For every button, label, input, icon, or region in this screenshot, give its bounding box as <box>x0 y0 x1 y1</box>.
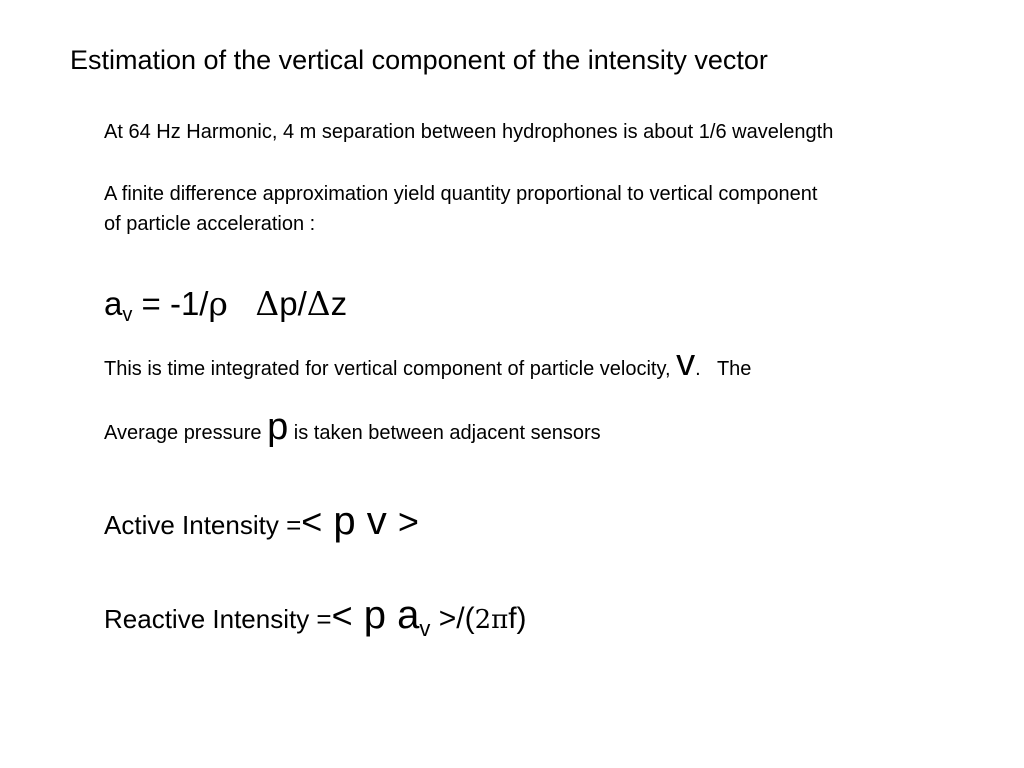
eq-space <box>228 285 256 322</box>
active-expr: p v <box>322 499 398 543</box>
active-lt: < <box>301 501 323 542</box>
eq-z: z <box>330 285 348 322</box>
paragraph-velocity <box>104 344 751 388</box>
reactive-lt: < <box>331 595 353 636</box>
pressure-text: Average pressure <box>104 422 268 444</box>
acceleration-equation <box>104 282 347 326</box>
paragraph-harmonic: At 64 Hz Harmonic, 4 m separation between hydrophones is about 1/6 wavelength <box>104 121 834 143</box>
paragraph-finite-difference-line1: A finite difference approximation yield quantity proportional to vertical component <box>104 183 818 205</box>
reactive-two: 2 <box>474 605 492 635</box>
active-label: Active Intensity = <box>104 510 302 540</box>
paragraph-pressure <box>104 408 601 452</box>
active-intensity-equation <box>104 496 419 550</box>
eq-p: p/ <box>279 285 307 322</box>
pressure-symbol: p <box>267 406 289 448</box>
active-gt: > <box>397 501 419 542</box>
reactive-tail-close: f) <box>508 602 527 635</box>
velocity-tail: . The <box>695 358 752 380</box>
velocity-text: This is time integrated for vertical component of particle velocity, <box>104 358 677 380</box>
reactive-tail-open: >/( <box>430 602 475 635</box>
reactive-subscript: v <box>419 616 431 641</box>
reactive-label: Reactive Intensity = <box>104 604 332 634</box>
delta-symbol-1: Δ <box>255 284 280 323</box>
eq-lhs: a <box>104 285 123 322</box>
reactive-intensity-equation <box>104 588 527 647</box>
eq-lhs-subscript: v <box>122 304 133 326</box>
pressure-tail: is taken between adjacent sensors <box>288 422 601 444</box>
rho-symbol: ρ <box>208 284 228 323</box>
delta-symbol-2: Δ <box>306 284 331 323</box>
paragraph-finite-difference-line2: of particle acceleration : <box>104 213 316 235</box>
velocity-symbol: v <box>676 342 696 384</box>
slide-title: Estimation of the vertical component of the intensity vector <box>70 45 768 75</box>
pi-symbol: π <box>491 605 509 635</box>
reactive-expr: p a <box>352 593 420 637</box>
eq-equals: = -1/ <box>132 285 209 322</box>
